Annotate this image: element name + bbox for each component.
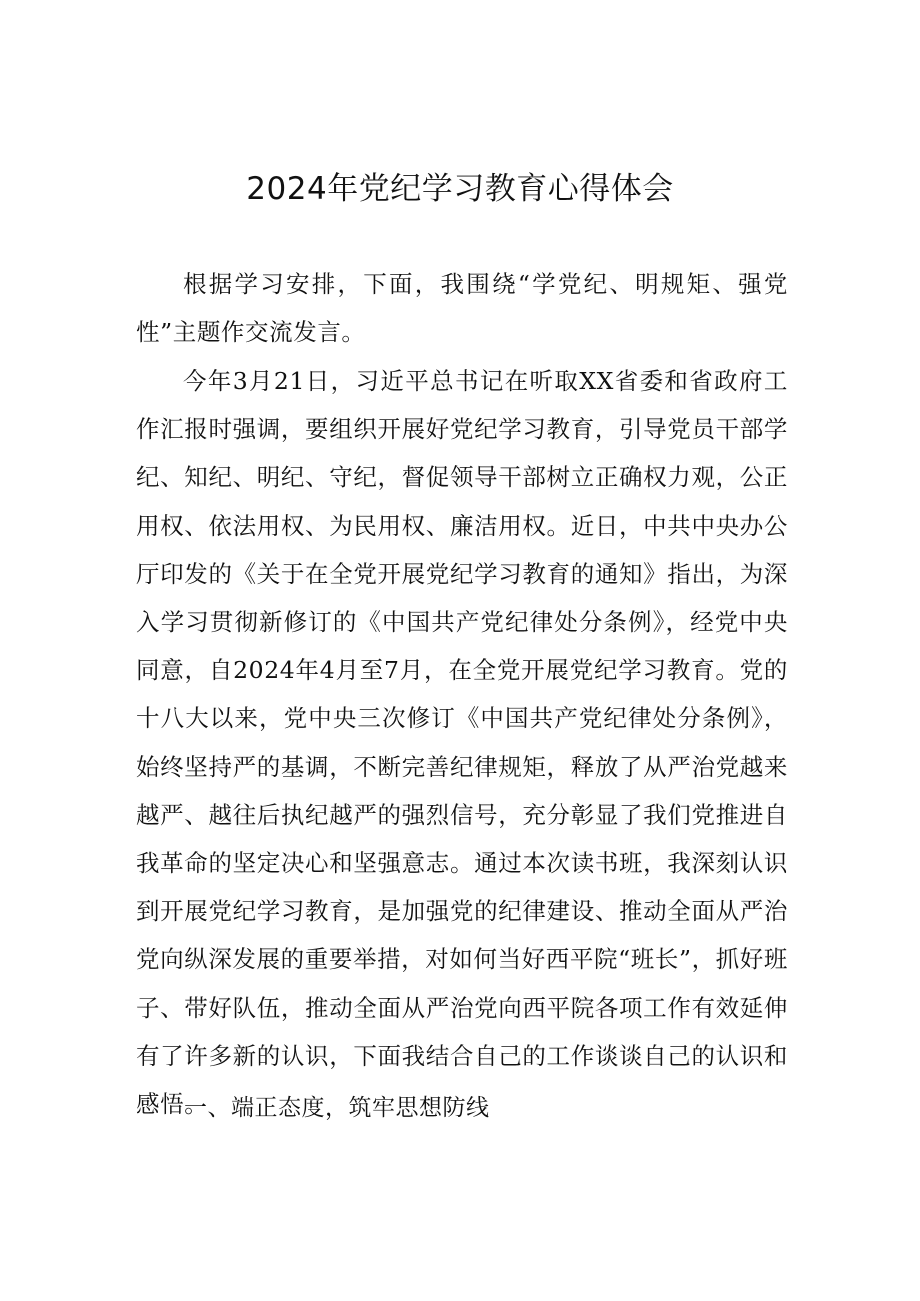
document-title: 2024年党纪学习教育心得体会 [246, 171, 674, 207]
paragraph-main: 今年3月21日，习近平总书记在听取XX省委和省政府工作汇报时强调，要组织开展好党纪学习教育，引导党员干部学纪、知纪、明纪、守纪，督促领导干部树立正确权力观，公正用权、依法用权、为民用权、廉洁用权。近日，中共中央办公厅印发的《关于在全党开展党纪学习教育的通知》指出，为深入学习贯彻新修订的《中国共产党纪律处分条例》，经党中央同意，自2024年4月至7月，在全党开展党纪学习教育。党的十八大以来，党中央三次修订《中国共产党纪律处分条例》，始终坚持严的基调，不断完善纪律规矩，释放了从严治党越来越严、越往后执纪越严的强烈信号，充分彰显了我们党推进自我革命的坚定决心和坚强意志。通过本次读书班，我深刻认识到开展党纪学习教育，是加强党的纪律建设、推动全面从严治党向纵深发展的重要举措，对如何当好西平院“班长”，抓好班子、带好队伍，推动全面从严治党向西平院各项工作有效延伸有了许多新的认识，下面我结合自己的工作谈谈自己的认识和感悟。 [136, 367, 788, 1119]
section-heading: 一、端正态度，筑牢思想防线 [184, 1095, 490, 1121]
paragraph-intro: 根据学习安排，下面，我围绕“学党纪、明规矩、强党性”主题作交流发言。 [136, 270, 788, 347]
